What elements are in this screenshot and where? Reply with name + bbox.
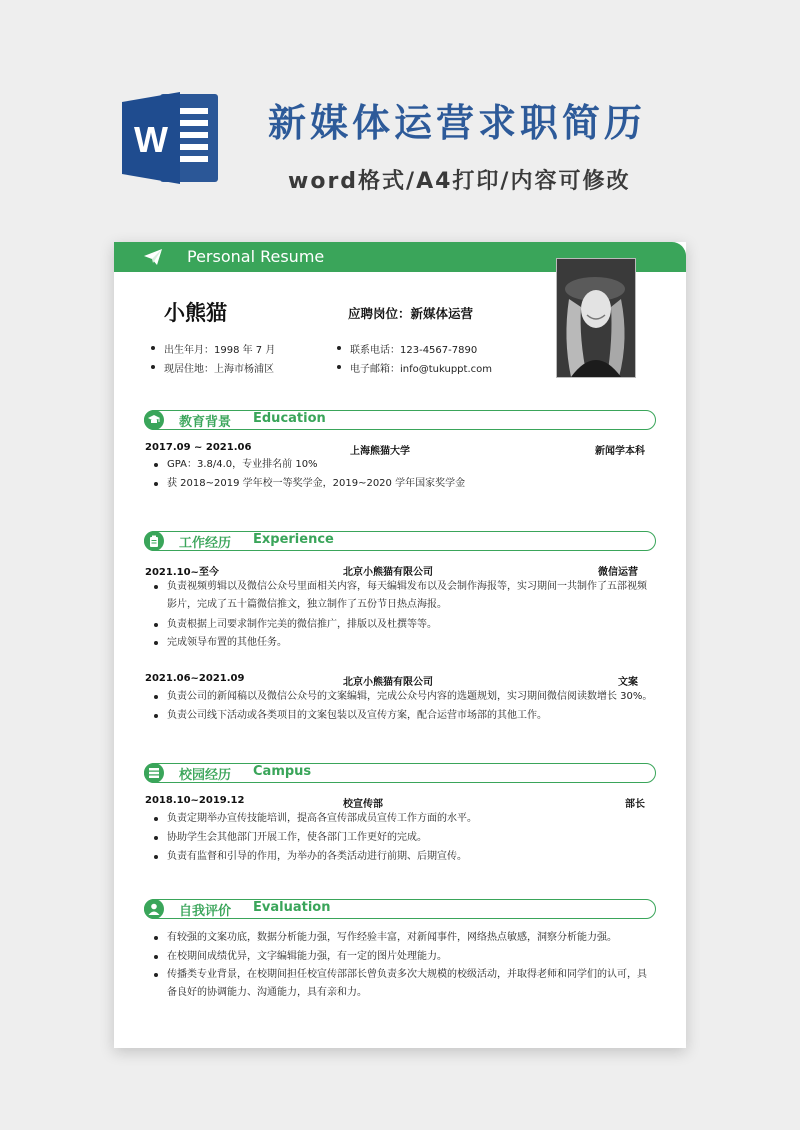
campus-role: 部长 <box>625 799 645 810</box>
list-item: 负责根据上司要求制作完美的微信推广，排版以及杜撰等等。 <box>167 616 655 634</box>
profile-photo <box>556 258 636 378</box>
section-header-campus <box>144 763 656 783</box>
list-item: 完成领导布置的其他任务。 <box>167 634 655 652</box>
section-title-cn: 自我评价 <box>179 904 232 919</box>
header-bar-title: Personal Resume <box>187 247 325 266</box>
email-address: 电子邮箱：info@tukuppt.com <box>350 360 492 375</box>
list-item: 负责公司的新闻稿以及微信公众号的文案编辑，完成公众号内容的选题规划，实习期间微信阅读数增长 30%。 <box>167 688 655 706</box>
books-icon <box>144 763 164 783</box>
section-title-cn: 教育背景 <box>179 415 232 430</box>
list-item: 负责定期举办宣传技能培训，提高各宣传部成员宣传工作方面的水平。 <box>167 810 655 828</box>
birth-date: 出生年月：1998 年 7 月 <box>164 341 275 356</box>
education-period: 2017.09 ~ 2021.06 <box>145 442 252 453</box>
clipboard-icon <box>144 531 164 551</box>
section-title-en: Evaluation <box>253 900 331 915</box>
section-title-en: Campus <box>253 764 312 779</box>
banner-title: 新媒体运营求职简历 <box>268 101 647 145</box>
list-item: 在校期间成绩优异，文字编辑能力强，有一定的图片处理能力。 <box>167 948 655 966</box>
section-title-cn: 工作经历 <box>179 536 232 551</box>
user-icon <box>144 899 164 919</box>
job-company: 北京小熊猫有限公司 <box>343 677 433 688</box>
applicant-name: 小熊猫 <box>164 301 227 325</box>
campus-period: 2018.10~2019.12 <box>145 795 245 806</box>
job-role: 微信运营 <box>598 567 638 578</box>
section-title-cn: 校园经历 <box>179 768 232 783</box>
phone-number: 联系电话：123-4567-7890 <box>350 341 477 356</box>
list-item: 传播类专业背景，在校期间担任校宣传部部长曾负责多次大规模的校级活动，并取得老师和同学们的认可，具备良好的协调能力、沟通能力，具有亲和力。 <box>167 966 655 1002</box>
campus-org: 校宣传部 <box>343 799 383 810</box>
banner-subtitle: word格式/A4打印/内容可修改 <box>288 169 631 194</box>
section-header-evaluation <box>144 899 656 919</box>
paper-plane-icon <box>144 249 162 265</box>
list-item: 负责视频剪辑以及微信公众号里面相关内容，每天编辑发布以及会制作海报等，实习期间一共制作了五部视频影片，完成了五十篇微信推文，独立制作了五份节日热点海报。 <box>167 578 655 614</box>
job-role: 文案 <box>618 677 638 688</box>
education-school: 上海熊猫大学 <box>350 446 410 457</box>
section-title-en: Education <box>253 411 326 426</box>
graduation-cap-icon <box>144 410 164 430</box>
svg-text:W: W <box>134 119 168 160</box>
job-company: 北京小熊猫有限公司 <box>343 567 433 578</box>
word-document-icon <box>122 88 222 188</box>
applied-position: 应聘岗位：新媒体运营 <box>348 306 474 321</box>
job-period: 2021.10~至今 <box>145 567 219 578</box>
resume-page <box>114 242 686 1048</box>
list-item: GPA：3.8/4.0，专业排名前 10% <box>167 456 655 474</box>
section-header-experience <box>144 531 656 551</box>
section-header-education <box>144 410 656 430</box>
list-item: 协助学生会其他部门开展工作，使各部门工作更好的完成。 <box>167 829 655 847</box>
education-major: 新闻学本科 <box>595 446 645 457</box>
list-item: 负责公司线下活动或各类项目的文案包装以及宣传方案，配合运营市场部的其他工作。 <box>167 707 655 725</box>
list-item: 获 2018~2019 学年校一等奖学金，2019~2020 学年国家奖学金 <box>167 475 655 493</box>
job-period: 2021.06~2021.09 <box>145 673 245 684</box>
section-title-en: Experience <box>253 532 334 547</box>
current-residence: 现居住地：上海市杨浦区 <box>164 360 274 375</box>
list-item: 有较强的文案功底，数据分析能力强，写作经验丰富，对新闻事件，网络热点敏感，洞察分析能力强。 <box>167 929 655 947</box>
list-item: 负责有监督和引导的作用，为举办的各类活动进行前期、后期宣传。 <box>167 848 655 866</box>
